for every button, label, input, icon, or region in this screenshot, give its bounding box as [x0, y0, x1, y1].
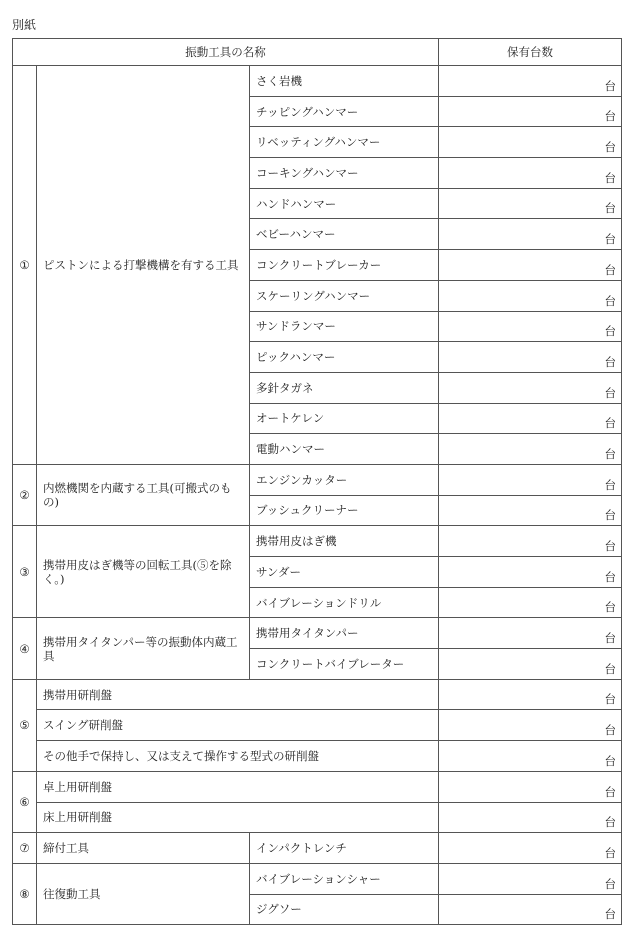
tool-name: ジグソー — [250, 894, 439, 925]
table-row — [13, 863, 622, 894]
count-input[interactable]: 台 — [439, 771, 622, 802]
count-input[interactable]: 台 — [439, 372, 622, 403]
tool-name: ピックハンマー — [250, 342, 439, 373]
table-row — [13, 833, 622, 864]
count-input[interactable]: 台 — [439, 434, 622, 465]
group-number: ③ — [13, 526, 37, 618]
tool-name: オートケレン — [250, 403, 439, 434]
tool-name: さく岩機 — [250, 66, 439, 97]
count-input[interactable]: 台 — [439, 894, 622, 925]
tool-name: エンジンカッター — [250, 464, 439, 495]
table-row — [13, 771, 622, 802]
group-category: ピストンによる打撃機構を有する工具 — [37, 66, 250, 465]
table-row — [13, 741, 622, 772]
group-number: ④ — [13, 618, 37, 679]
count-input[interactable]: 台 — [439, 311, 622, 342]
count-input[interactable]: 台 — [439, 495, 622, 526]
count-input[interactable]: 台 — [439, 618, 622, 649]
tool-name: コンクリートブレーカー — [250, 250, 439, 281]
table-row — [13, 802, 622, 833]
table-row — [13, 66, 622, 97]
count-input[interactable]: 台 — [439, 158, 622, 189]
tool-name: 電動ハンマー — [250, 434, 439, 465]
count-input[interactable]: 台 — [439, 833, 622, 864]
table-body — [13, 66, 622, 925]
tool-name: インパクトレンチ — [250, 833, 439, 864]
count-input[interactable]: 台 — [439, 342, 622, 373]
count-input[interactable]: 台 — [439, 863, 622, 894]
group-number: ⑧ — [13, 863, 37, 924]
group-category: 内燃機関を内蔵する工具(可搬式のもの) — [37, 464, 250, 525]
table-row — [13, 710, 622, 741]
tool-name: ベビーハンマー — [250, 219, 439, 250]
tool-name: 卓上用研削盤 — [37, 771, 439, 802]
group-category: 往復動工具 — [37, 863, 250, 924]
count-input[interactable]: 台 — [439, 250, 622, 281]
count-input[interactable]: 台 — [439, 802, 622, 833]
table-row — [13, 618, 622, 649]
count-input[interactable]: 台 — [439, 741, 622, 772]
count-input[interactable]: 台 — [439, 127, 622, 158]
tool-name: ブッシュクリーナー — [250, 495, 439, 526]
tool-name: スイング研削盤 — [37, 710, 439, 741]
tool-name: バイブレーションドリル — [250, 587, 439, 618]
header-count: 保有台数 — [439, 39, 622, 66]
tool-name: リベッティングハンマー — [250, 127, 439, 158]
count-input[interactable]: 台 — [439, 188, 622, 219]
vibration-tools-table — [12, 38, 622, 925]
group-number: ① — [13, 66, 37, 465]
group-number: ⑦ — [13, 833, 37, 864]
count-input[interactable]: 台 — [439, 649, 622, 680]
tool-name: 床上用研削盤 — [37, 802, 439, 833]
tool-name: チッピングハンマー — [250, 96, 439, 127]
count-input[interactable]: 台 — [439, 587, 622, 618]
count-input[interactable]: 台 — [439, 280, 622, 311]
group-category: 締付工具 — [37, 833, 250, 864]
tool-name: 多針タガネ — [250, 372, 439, 403]
count-input[interactable]: 台 — [439, 710, 622, 741]
table-row — [13, 464, 622, 495]
tool-name: 携帯用皮はぎ機 — [250, 526, 439, 557]
tool-name: スケーリングハンマー — [250, 280, 439, 311]
doc-title: 別紙 — [12, 18, 37, 32]
group-category: 携帯用タイタンパー等の振動体内蔵工具 — [37, 618, 250, 679]
header-tool-name: 振動工具の名称 — [13, 39, 439, 66]
tool-name: 携帯用タイタンパー — [250, 618, 439, 649]
count-input[interactable]: 台 — [439, 403, 622, 434]
tool-name: ハンドハンマー — [250, 188, 439, 219]
count-input[interactable]: 台 — [439, 66, 622, 97]
count-input[interactable]: 台 — [439, 464, 622, 495]
group-number: ⑥ — [13, 771, 37, 832]
tool-name: コーキングハンマー — [250, 158, 439, 189]
table-row — [13, 526, 622, 557]
count-input[interactable]: 台 — [439, 557, 622, 588]
tool-name: その他手で保持し、又は支えて操作する型式の研削盤 — [37, 741, 439, 772]
tool-name: 携帯用研削盤 — [37, 679, 439, 710]
header-row — [13, 39, 622, 66]
tool-name: サンドランマー — [250, 311, 439, 342]
count-input[interactable]: 台 — [439, 219, 622, 250]
count-input[interactable]: 台 — [439, 526, 622, 557]
tool-name: サンダー — [250, 557, 439, 588]
table-row — [13, 679, 622, 710]
group-category: 携帯用皮はぎ機等の回転工具(⑤を除く。) — [37, 526, 250, 618]
group-number: ② — [13, 464, 37, 525]
count-input[interactable]: 台 — [439, 679, 622, 710]
tool-name: コンクリートバイブレーター — [250, 649, 439, 680]
count-input[interactable]: 台 — [439, 96, 622, 127]
group-number: ⑤ — [13, 679, 37, 771]
tool-name: バイブレーションシャー — [250, 863, 439, 894]
